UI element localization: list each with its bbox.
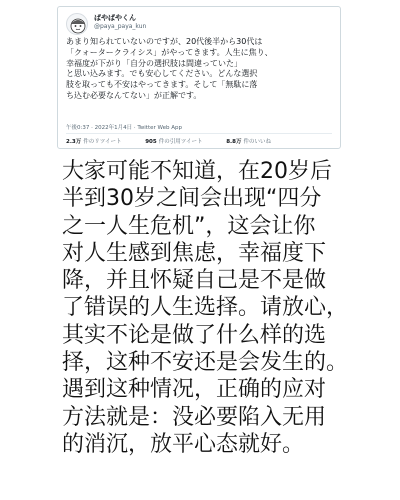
caption-line: 大家可能不知道，在20岁后 [62,159,332,184]
tweet-line: 肢を取っても不安はやってきます。そして「無駄に落 [66,80,258,90]
caption-line: 降，并且怀疑自己是不是做 [62,268,327,294]
tweet-timestamp[interactable]: 午後0:37 · 2022年1月4日 · Twitter Web App [66,125,183,131]
caption-line: 方法就是：没必要陷入无用 [62,404,327,430]
like-count[interactable]: 8.8万 件のいいね [226,139,271,145]
tweet-line: と思い込みます。でも安心してください。どんな選択 [66,69,258,79]
cartoon-avatar-icon[interactable] [66,13,88,35]
tweet-line: 「クォータークライシス」がやってきます。人生に焦り、 [66,47,273,57]
tweet-header [66,13,326,35]
caption-line: 的消沉，放平心态就好。 [62,431,305,457]
caption-line: 了错误的人生选择。请放心， [62,295,349,321]
tweet-stats [66,137,334,145]
tweet-line: 幸福度が下がり「自分の選択肢は間違っていた」 [66,58,242,68]
caption-line: 半到30岁之间会出现“四分 [62,186,322,212]
retweet-count[interactable]: 2.3万 件のリツイート [66,139,122,145]
tweet-line: あまり知られていないのですが、20代後半から30代は [66,37,263,46]
divider [66,133,332,134]
caption-line: 择，这种不安还是会发生的。 [62,350,349,376]
caption-line: 遇到这种情况，正确的应对 [62,377,327,403]
user-handle[interactable]: @paya_paya_kun [94,23,147,30]
caption-line: 对人生感到焦虑，幸福度下 [62,240,327,266]
tweet-card [57,6,341,149]
tweet-line: ち込む必要なんてない」が正解です。 [66,90,202,100]
display-name[interactable]: ぱやぱやくん [94,14,136,22]
quote-tweet-count[interactable]: 905 件の引用ツイート [145,139,203,145]
tweet-text [66,37,334,102]
caption-line: 其实不论是做了什么样的选 [62,322,327,348]
translation-caption [62,158,392,458]
caption-line: 之一人生危机”，这会让你 [62,213,316,239]
